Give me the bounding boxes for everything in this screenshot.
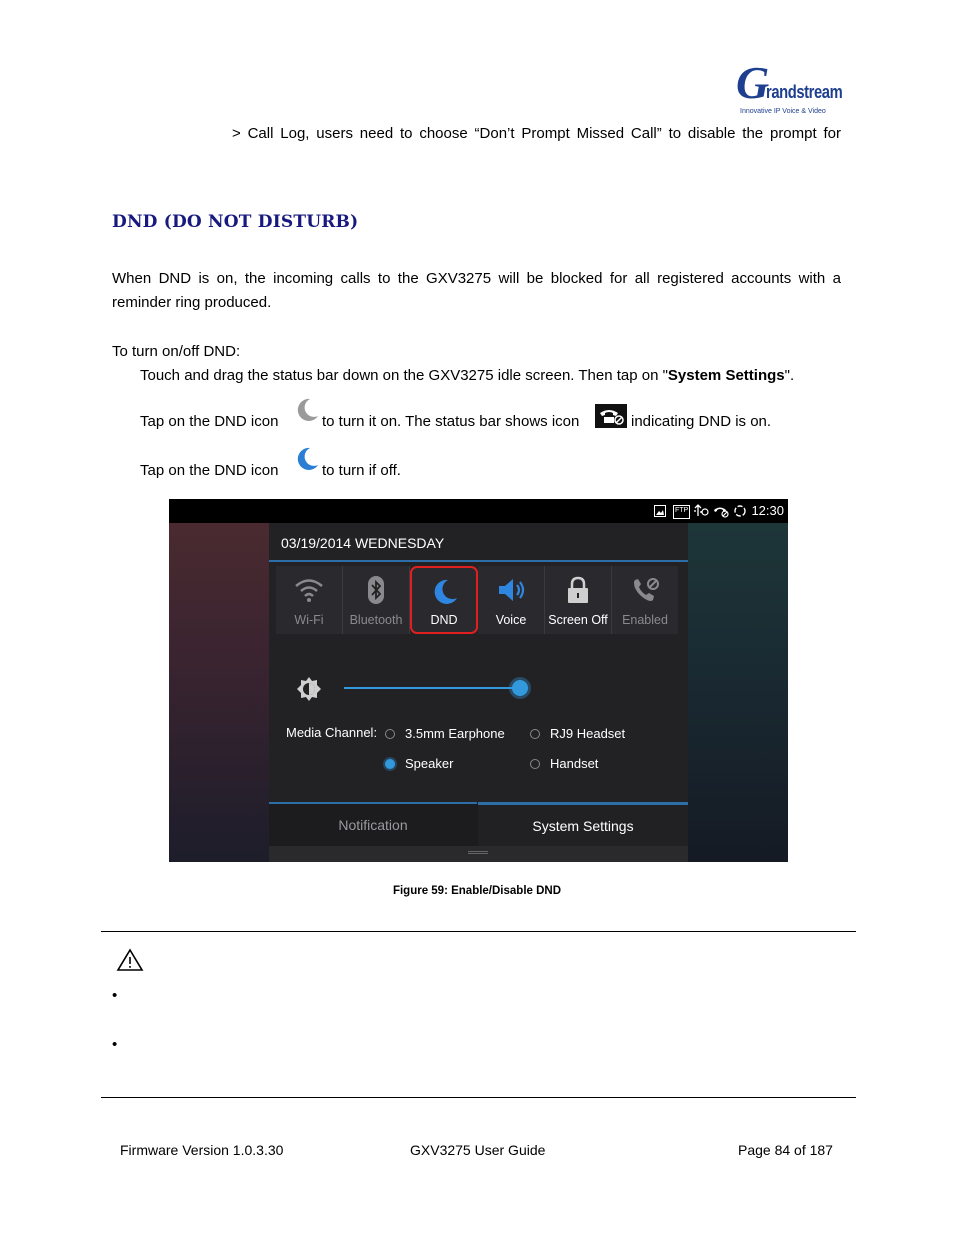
option-rj9-label: RJ9 Headset	[550, 726, 626, 741]
image-icon	[654, 505, 666, 517]
intro-paragraph-line1: When DND is on, the incoming calls to the GXV3275 will be blocked for all registered accounts with a	[112, 270, 841, 287]
logo-tagline: Innovative IP Voice & Video	[740, 108, 826, 115]
tile-wifi-label: Wi-Fi	[294, 613, 324, 627]
moon-gray-icon	[292, 396, 320, 424]
note-bullet-1: •	[112, 987, 118, 1004]
logo-word: randstream	[766, 82, 843, 102]
tile-bluetooth[interactable]	[343, 566, 410, 634]
note-bullet-2: •	[112, 1036, 118, 1053]
wallpaper-left	[169, 523, 269, 862]
radio-earphone[interactable]	[385, 729, 395, 739]
date-divider	[269, 560, 688, 562]
tile-screen-off[interactable]	[545, 566, 612, 634]
tile-voice-label: Voice	[495, 613, 527, 627]
intro-line: > Call Log, users need to choose “Don’t Prompt Missed Call” to disable the prompt for	[232, 125, 841, 142]
wallpaper-right	[688, 523, 788, 862]
tile-screen-off-label: Screen Off	[548, 613, 608, 627]
radio-handset[interactable]	[530, 759, 540, 769]
tile-bluetooth-label: Bluetooth	[349, 613, 403, 627]
phone-dnd-status-icon	[713, 504, 729, 518]
option-speaker-label: Speaker	[405, 756, 454, 771]
figure-caption: Figure 59: Enable/Disable DND	[392, 885, 562, 897]
drag-handle-lines	[468, 851, 488, 854]
bluetooth-icon	[360, 574, 392, 606]
ftp-icon: FTP	[673, 505, 690, 519]
quick-settings-panel	[269, 523, 688, 862]
panel-tabs	[269, 802, 688, 846]
status-bar[interactable]	[169, 499, 788, 523]
logo-initial: G	[736, 57, 770, 108]
section-heading: DND (DO NOT DISTURB)	[112, 212, 359, 232]
grandstream-logo	[736, 57, 843, 120]
media-channel-label: Media Channel:	[286, 725, 378, 740]
usb-settings-icon	[693, 504, 709, 518]
note-top-rule	[101, 931, 856, 932]
moon-blue-icon	[292, 445, 320, 473]
tab-notification-label: Notification	[338, 817, 408, 833]
step-2-post: indicating DND is on.	[631, 413, 772, 430]
option-handset-label: Handset	[550, 756, 599, 771]
step-1-pre: Touch and drag the status bar down on the GXV3275 idle screen. Then tap on "	[140, 367, 668, 384]
steps-intro: To turn on/off DND:	[112, 343, 241, 360]
step-1-post: ".	[784, 367, 795, 384]
lock-icon	[562, 574, 594, 606]
phone-dnd-icon	[629, 574, 661, 606]
tile-wifi[interactable]	[276, 566, 343, 634]
option-earphone-label: 3.5mm Earphone	[405, 726, 505, 741]
panel-drag-handle[interactable]	[269, 846, 688, 862]
intro-paragraph-line2: reminder ring produced.	[112, 294, 272, 311]
footer-title: GXV3275 User Guide	[410, 1142, 546, 1158]
quick-tiles	[276, 566, 679, 634]
radio-speaker[interactable]	[385, 759, 395, 769]
radio-rj9-headset[interactable]	[530, 729, 540, 739]
tab-system-settings-label: System Settings	[532, 818, 634, 834]
step-3-post: to turn if off.	[322, 462, 401, 479]
tab-notification[interactable]	[269, 802, 477, 848]
moon-icon	[428, 576, 460, 608]
tile-dnd[interactable]	[410, 566, 478, 634]
status-dnd-phone-icon	[595, 404, 627, 428]
tile-enabled[interactable]	[612, 566, 678, 634]
step-3-pre: Tap on the DND icon	[140, 462, 279, 479]
tile-enabled-label: Enabled	[622, 613, 668, 627]
wifi-icon	[293, 574, 325, 606]
speaker-icon	[495, 574, 527, 606]
footer-firmware: Firmware Version 1.0.3.30	[120, 1142, 284, 1158]
brightness-slider-track[interactable]	[344, 687, 527, 689]
warning-icon	[116, 948, 144, 972]
footer-page: Page 84 of 187	[738, 1142, 833, 1158]
dnd-screenshot	[169, 499, 788, 862]
system-settings-bold: System Settings	[667, 367, 785, 384]
status-time: 12:30	[751, 503, 784, 518]
note-bottom-rule	[101, 1097, 856, 1098]
sync-icon	[733, 504, 747, 518]
brightness-icon	[295, 675, 323, 703]
panel-date: 03/19/2014 WEDNESDAY	[281, 535, 445, 551]
tab-system-settings[interactable]	[478, 802, 688, 849]
brightness-slider-thumb[interactable]	[512, 680, 528, 696]
tile-voice[interactable]	[478, 566, 545, 634]
step-1	[140, 364, 794, 388]
step-2-mid: to turn it on. The status bar shows icon	[322, 413, 580, 430]
tile-dnd-label: DND	[430, 613, 458, 627]
step-2-pre: Tap on the DND icon	[140, 413, 279, 430]
